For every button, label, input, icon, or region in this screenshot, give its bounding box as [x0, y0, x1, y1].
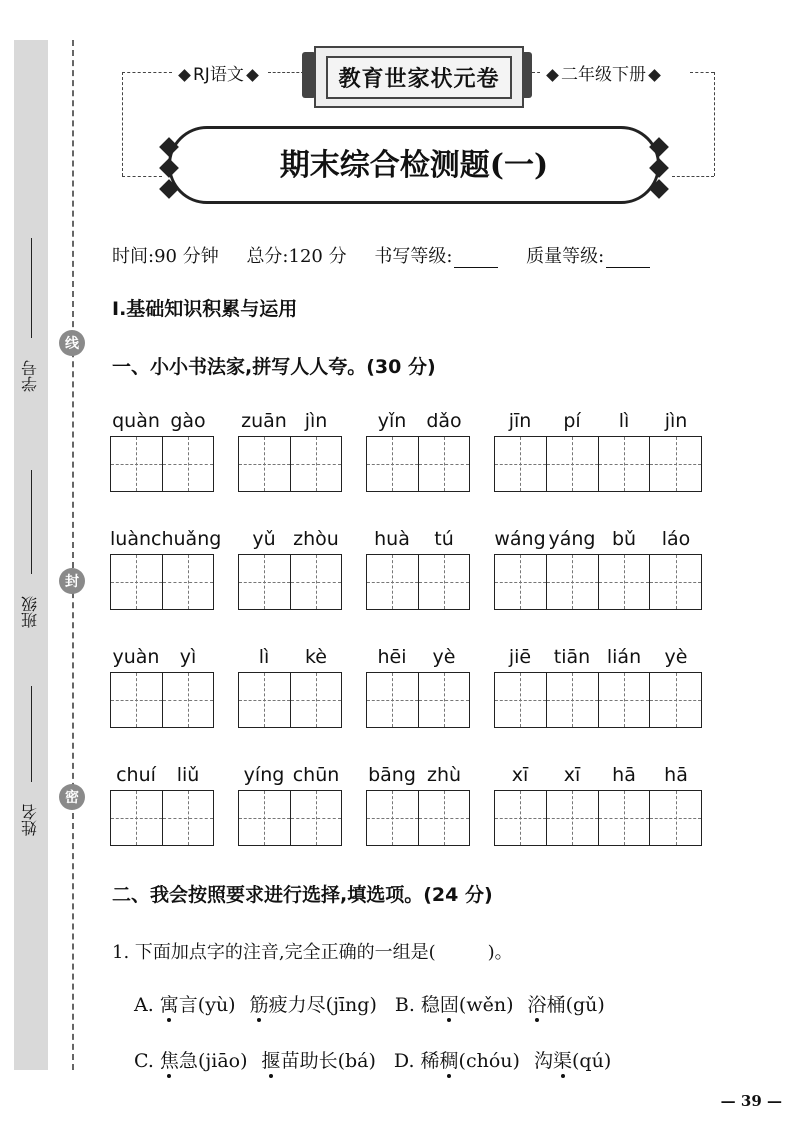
writing-cell[interactable]	[367, 791, 419, 845]
writing-cell[interactable]	[495, 791, 547, 845]
pinyin-prompt	[110, 644, 214, 668]
pinyin-syllable: tiān	[553, 646, 591, 668]
pinyin-prompt	[110, 526, 222, 550]
pinyin-prompt	[494, 644, 702, 668]
option-text: (chóu)	[458, 1050, 520, 1072]
pinyin-prompt	[366, 526, 470, 550]
pinyin-prompt	[494, 408, 702, 432]
writing-cell[interactable]	[599, 437, 651, 491]
option-label: A.	[134, 994, 154, 1016]
pinyin-syllable: quàn	[112, 410, 160, 432]
pinyin-syllable: kè	[304, 646, 327, 668]
writing-group	[494, 408, 702, 492]
writing-cell[interactable]	[419, 791, 470, 845]
dotted-char: 焦	[159, 1050, 179, 1072]
header-dash-right-bottom	[672, 176, 714, 177]
writing-cell[interactable]	[367, 555, 419, 609]
page-number: — 39 —	[720, 1092, 782, 1110]
writing-cell[interactable]	[547, 437, 599, 491]
writing-cell[interactable]	[239, 791, 291, 845]
pinyin-syllable: hā	[612, 764, 636, 786]
quality-grade: 质量等级:	[526, 246, 650, 267]
pinyin-syllable: jīn	[508, 410, 532, 432]
writing-cell[interactable]	[163, 437, 214, 491]
choice-option[interactable]	[395, 994, 605, 1016]
pinyin-syllable: yè	[432, 646, 456, 668]
writing-group	[238, 762, 342, 846]
quality-grade-blank[interactable]	[606, 249, 650, 268]
diamond-icon	[178, 69, 191, 82]
pinyin-syllable: zhòu	[293, 528, 339, 550]
pinyin-syllable: dǎo	[426, 410, 462, 432]
pinyin-syllable: hā	[664, 764, 688, 786]
choice-option[interactable]	[134, 1050, 376, 1072]
subject-tag: RJ语文	[172, 60, 265, 85]
grade-tag: 二年级下册	[540, 60, 667, 85]
pinyin-syllable: bǔ	[611, 528, 637, 550]
student-id-field[interactable]	[31, 238, 32, 338]
option-text: (jīng)	[325, 994, 377, 1016]
option-text: 沟	[533, 1050, 553, 1072]
writing-cell[interactable]	[495, 673, 547, 727]
writing-cell[interactable]	[163, 791, 214, 845]
writing-cell[interactable]	[419, 555, 470, 609]
exam-title: 期末综合检测题(一)	[279, 148, 549, 183]
pinyin-syllable: liǔ	[176, 764, 200, 786]
writing-cell[interactable]	[111, 791, 163, 845]
option-text: 稀	[420, 1050, 440, 1072]
writing-cell[interactable]	[599, 791, 651, 845]
writing-grade-blank[interactable]	[454, 249, 498, 268]
writing-group	[366, 408, 470, 492]
total-score: 总分:120 分	[246, 246, 347, 267]
option-text: 疲力尽	[268, 994, 326, 1016]
writing-cell[interactable]	[291, 791, 342, 845]
option-text: 桶	[546, 994, 566, 1016]
option-text: (jiāo)	[197, 1050, 248, 1072]
writing-cell[interactable]	[111, 555, 163, 609]
writing-group	[494, 762, 702, 846]
writing-group	[238, 526, 342, 610]
writing-group	[238, 408, 342, 492]
writing-cell[interactable]	[291, 555, 342, 609]
writing-cell[interactable]	[547, 555, 599, 609]
option-text: 急	[178, 1050, 198, 1072]
tianzige-grid	[238, 554, 342, 610]
pinyin-prompt	[238, 762, 342, 786]
tianzige-grid	[110, 672, 214, 728]
choice-option[interactable]	[394, 1050, 611, 1072]
option-text: 苗助长	[280, 1050, 338, 1072]
pinyin-syllable: jìn	[304, 410, 328, 432]
writing-cell[interactable]	[239, 673, 291, 727]
writing-group	[366, 526, 470, 610]
tianzige-grid	[366, 436, 470, 492]
diamond-icon	[648, 69, 661, 82]
writing-group	[110, 408, 214, 492]
pinyin-prompt	[494, 526, 702, 550]
writing-cell[interactable]	[547, 673, 599, 727]
pinyin-syllable: yáng	[548, 528, 596, 550]
tianzige-grid	[110, 790, 214, 846]
pinyin-syllable: wáng	[494, 528, 546, 550]
dotted-char: 稠	[439, 1050, 459, 1072]
writing-cell[interactable]	[419, 437, 470, 491]
pinyin-syllable: zhù	[426, 764, 462, 786]
option-text: (gǔ)	[565, 994, 605, 1016]
dotted-char: 渠	[553, 1050, 573, 1072]
pinyin-syllable: chūn	[292, 764, 340, 786]
pinyin-syllable: yuàn	[112, 646, 160, 668]
option-label: D.	[393, 1050, 415, 1072]
header-vdash-right	[714, 72, 715, 176]
writing-cell[interactable]	[111, 437, 163, 491]
writing-cell[interactable]	[291, 437, 342, 491]
pinyin-syllable: chuǎng	[151, 528, 222, 550]
dotted-char: 筋	[249, 994, 269, 1016]
writing-group	[494, 526, 702, 610]
pinyin-syllable: xī	[511, 764, 529, 786]
part-title: Ⅰ.基础知识积累与运用	[112, 298, 298, 320]
pinyin-syllable: pí	[563, 410, 581, 432]
option-text: 言	[178, 994, 198, 1016]
writing-grade: 书写等级:	[374, 246, 498, 267]
option-text: (wěn)	[458, 994, 514, 1016]
pinyin-prompt	[110, 408, 214, 432]
writing-cell[interactable]	[367, 437, 419, 491]
diamond-icon	[246, 69, 259, 82]
pinyin-syllable: xī	[563, 764, 581, 786]
question-1: 1. 下面加点字的注音,完全正确的一组是( )。	[112, 942, 513, 963]
options-row-2	[134, 1046, 611, 1073]
class-label: 班级	[20, 596, 40, 628]
pinyin-syllable: jiē	[508, 646, 532, 668]
exam-info	[112, 242, 672, 268]
section2-title: 二、我会按照要求进行选择,填选项。(24 分)	[112, 884, 493, 906]
header-dash-right	[690, 72, 714, 73]
writing-cell[interactable]	[163, 673, 214, 727]
pinyin-syllable: chuí	[116, 764, 156, 786]
pinyin-prompt	[366, 762, 470, 786]
header-dash-left-mid	[268, 72, 304, 73]
options-row-1	[134, 990, 605, 1017]
pinyin-syllable: zuān	[241, 410, 287, 432]
cut-mark-seal: 封	[59, 568, 85, 594]
choice-option[interactable]	[134, 994, 377, 1016]
dotted-char: 揠	[261, 1050, 281, 1072]
name-label: 姓名	[20, 804, 40, 836]
writing-group	[366, 644, 470, 728]
writing-cell[interactable]	[650, 437, 701, 491]
pinyin-syllable: hēi	[377, 646, 407, 668]
dotted-char: 固	[439, 994, 459, 1016]
option-text: (qú)	[572, 1050, 612, 1072]
title-scroll	[302, 44, 532, 106]
pinyin-prompt	[110, 762, 214, 786]
pinyin-prompt	[238, 644, 342, 668]
pinyin-prompt	[238, 526, 342, 550]
writing-group	[110, 762, 214, 846]
diamond-icon	[546, 69, 559, 82]
pinyin-prompt	[494, 762, 702, 786]
cut-line	[72, 40, 74, 1070]
series-title: 教育世家状元卷	[326, 56, 511, 99]
tianzige-grid	[366, 672, 470, 728]
tianzige-grid	[366, 790, 470, 846]
tianzige-grid	[238, 672, 342, 728]
option-text: (bá)	[337, 1050, 376, 1072]
option-label: B.	[394, 994, 415, 1016]
tianzige-grid	[238, 436, 342, 492]
pinyin-syllable: lì	[258, 646, 270, 668]
writing-cell[interactable]	[650, 555, 701, 609]
pinyin-syllable: yì	[179, 646, 197, 668]
writing-cell[interactable]	[367, 673, 419, 727]
dotted-char: 寓	[159, 994, 179, 1016]
writing-cell[interactable]	[547, 791, 599, 845]
writing-cell[interactable]	[650, 791, 701, 845]
writing-cell[interactable]	[495, 437, 547, 491]
pinyin-syllable: yǔ	[252, 528, 276, 550]
pinyin-prompt	[366, 408, 470, 432]
cut-mark-secret: 密	[59, 784, 85, 810]
pinyin-syllable: yè	[664, 646, 688, 668]
pinyin-syllable: yǐn	[377, 410, 407, 432]
cut-mark-line: 线	[59, 330, 85, 356]
writing-group	[494, 644, 702, 728]
pinyin-syllable: lì	[618, 410, 630, 432]
pinyin-syllable: tú	[434, 528, 454, 550]
header-dash-left	[122, 72, 172, 73]
writing-cell[interactable]	[650, 673, 701, 727]
writing-group	[366, 762, 470, 846]
student-id-label: 学号	[20, 360, 40, 392]
pinyin-prompt	[238, 408, 342, 432]
writing-cell[interactable]	[239, 437, 291, 491]
writing-cell[interactable]	[419, 673, 470, 727]
writing-group	[110, 644, 214, 728]
writing-cell[interactable]	[599, 555, 651, 609]
tianzige-grid	[110, 554, 214, 610]
pinyin-syllable: lián	[606, 646, 642, 668]
tianzige-grid	[110, 436, 214, 492]
scroll-body	[314, 46, 524, 108]
pinyin-syllable: gào	[170, 410, 206, 432]
tianzige-grid	[366, 554, 470, 610]
writing-cell[interactable]	[599, 673, 651, 727]
dotted-char: 浴	[527, 994, 547, 1016]
tianzige-grid	[494, 790, 702, 846]
time-limit: 时间:90 分钟	[112, 246, 219, 267]
writing-group	[238, 644, 342, 728]
pinyin-syllable: bāng	[368, 764, 416, 786]
name-field[interactable]	[31, 686, 32, 782]
writing-cell[interactable]	[111, 673, 163, 727]
tianzige-grid	[494, 554, 702, 610]
tianzige-grid	[494, 436, 702, 492]
writing-cell[interactable]	[291, 673, 342, 727]
class-field[interactable]	[31, 470, 32, 574]
writing-cell[interactable]	[239, 555, 291, 609]
pinyin-syllable: yíng	[243, 764, 285, 786]
writing-group	[110, 526, 222, 610]
option-text: 稳	[420, 994, 440, 1016]
pinyin-syllable: jìn	[664, 410, 688, 432]
option-label: C.	[134, 1050, 154, 1072]
writing-cell[interactable]	[495, 555, 547, 609]
header-vdash-left	[122, 72, 123, 176]
pinyin-syllable: huà	[374, 528, 410, 550]
tianzige-grid	[238, 790, 342, 846]
pinyin-syllable: láo	[661, 528, 691, 550]
tianzige-grid	[494, 672, 702, 728]
header-dash-left-bottom	[122, 176, 162, 177]
pinyin-prompt	[366, 644, 470, 668]
option-text: (yù)	[197, 994, 236, 1016]
writing-cell[interactable]	[163, 555, 214, 609]
pinyin-syllable: luàn	[110, 528, 152, 550]
section1-title: 一、小小书法家,拼写人人夸。(30 分)	[112, 356, 436, 378]
